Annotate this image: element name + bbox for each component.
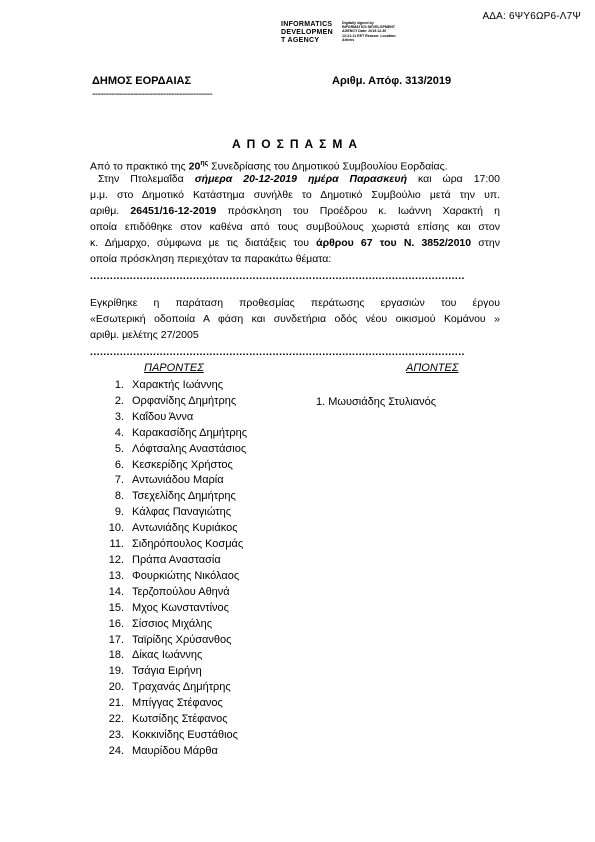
member-name: Καΐδου Άννα: [132, 410, 194, 423]
present-member: [106, 537, 247, 553]
invitation-number: 26451/16-12-2019: [130, 205, 217, 217]
member-number: 5.: [114, 442, 124, 455]
member-name: Ταϊρίδης Χρύσανθος: [132, 633, 232, 646]
absent-member: [316, 396, 436, 408]
member-number: 17.: [108, 633, 124, 646]
member-name: Μχος Κωνσταντίνος: [132, 601, 229, 614]
subject-line-3: αριθμ. μελέτης 27/2005: [90, 329, 199, 341]
present-member: [106, 648, 247, 664]
document-title: ΑΠΟΣΠΑΣΜΑ: [231, 137, 364, 151]
member-number: 23.: [108, 728, 124, 741]
member-name: Καρακασίδης Δημήτρης: [132, 426, 248, 439]
member-name: Κοκκινίδης Ευστάθιος: [132, 728, 238, 741]
present-member: [106, 712, 247, 728]
member-number: 20.: [108, 681, 124, 694]
member-number: 14.: [108, 585, 124, 598]
member-number: 22.: [108, 713, 124, 726]
present-member: [106, 728, 247, 744]
present-member: [106, 473, 247, 489]
member-name: Τσάγια Ειρήνη: [132, 665, 202, 678]
present-member: [106, 378, 247, 394]
member-number: 7.: [114, 474, 124, 487]
law-reference: άρθρου 67 του Ν. 3852/2010: [316, 237, 472, 249]
present-member: [106, 601, 247, 617]
member-name: Σίσσιος Μιχάλης: [132, 617, 213, 630]
municipality-name: ΔΗΜΟΣ ΕΟΡΔΑΙΑΣ: [92, 75, 192, 87]
member-number: 2.: [114, 394, 124, 407]
dotted-separator-1: .................................................................................................................: [90, 270, 465, 282]
decision-number: Αριθμ. Απόφ. 313/2019: [332, 75, 452, 87]
member-number: 3.: [114, 410, 124, 423]
member-name: Ορφανίδης Δημήτρης: [132, 394, 237, 407]
member-name: Τερζοπούλου Αθηνά: [132, 585, 230, 598]
intro-line-4: αριθμ. 26451/16-12-2019 πρόσκληση του Προέδρου κ. Ιωάννη Χαρακτή η: [90, 205, 500, 217]
member-name: Τραχανάς Δημήτρης: [132, 681, 231, 694]
present-member: [106, 394, 247, 410]
present-member: [106, 505, 247, 521]
present-member: [106, 553, 247, 569]
present-heading: ΠΑΡΟΝΤΕΣ: [144, 362, 204, 374]
present-member: [106, 664, 247, 680]
present-member: [106, 585, 247, 601]
member-number: 11.: [109, 538, 124, 551]
member-name: Μωυσιάδης Στυλιανός: [328, 396, 437, 408]
present-members-list: [106, 378, 247, 760]
subject-line-2: «Εσωτερική οδοποιία Α φάση και συνδετήρια οδός νέου οικισμού Κομάνου »: [90, 313, 500, 325]
member-number: 15.: [108, 601, 124, 614]
header-underline: --------------------------------------------: [92, 89, 213, 100]
intro-line-1: Από το πρακτικό της $20^{\eta\varsigma}$ Συνεδρίασης του Δημοτικού Συμβουλίου Εορδαίας.: [90, 160, 448, 173]
present-member: [106, 696, 247, 712]
member-name: Λόφτσαλης Αναστάσιος: [132, 442, 247, 455]
intro-line-7: οποία πρόσκληση περιεχόταν τα παρακάτω θέματα:: [90, 253, 332, 265]
member-number: 4.: [114, 426, 124, 439]
member-number: 13.: [108, 569, 124, 582]
member-number: 8.: [114, 490, 124, 503]
member-number: 21.: [108, 697, 124, 710]
absent-members-list: [316, 396, 436, 408]
stamp-line-3: T AGENCY: [281, 37, 320, 44]
member-number: 16.: [108, 617, 124, 630]
digital-signature-stamp: [281, 21, 333, 45]
member-name: Σιδηρόπουλος Κοσμάς: [132, 538, 244, 551]
member-number: 1.: [114, 379, 124, 391]
member-name: Κεσκερίδης Χρήστος: [132, 458, 233, 471]
member-name: Μαυρίδου Μάρθα: [132, 744, 218, 757]
member-number: 24.: [108, 744, 124, 757]
subject-line-1: Εγκρίθηκε η παράταση προθεσμίας περάτωσης εργασιών του έργου: [90, 297, 500, 309]
member-number: 9.: [114, 506, 124, 519]
dotted-separator-2: .................................................................................................................: [90, 346, 465, 358]
member-name: Κωτσίδης Στέφανος: [132, 713, 228, 726]
present-member: [106, 633, 247, 649]
member-name: Αντωνιάδου Μαρία: [132, 474, 224, 487]
stamp-signature-details: Digitally signed by INFORMATICS DEVELOPMENT AGENCY Date: 2019.12.30 12:21:11 EET Reason: Location: Athens: [342, 21, 397, 42]
session-number: 20: [188, 160, 201, 173]
present-member: [106, 680, 247, 696]
member-name: Δίκας Ιωάννης: [132, 649, 203, 662]
present-member: [106, 617, 247, 633]
stamp-line-2: DEVELOPMEN: [281, 29, 334, 36]
member-number: 19.: [108, 665, 124, 678]
present-member: [106, 442, 247, 458]
stamp-line-1: INFORMATICS: [281, 21, 333, 28]
member-name: Μπίγγας Στέφανος: [132, 697, 223, 710]
member-number: 1.: [316, 396, 326, 408]
member-number: 6.: [114, 458, 124, 471]
intro-line-6: κ. Δήμαρχο, σύμφωνα με τις διατάξεις του άρθρου 67 του Ν. 3852/2010 στην: [90, 237, 500, 249]
member-number: 10.: [108, 522, 124, 535]
intro-line-3: μ.μ. στο Δημοτικό Κατάστημα συνήλθε το Δημοτικό Συμβούλιο μετά την υπ.: [90, 189, 500, 201]
present-member: [106, 744, 247, 760]
member-name: Χαρακτής Ιωάννης: [132, 379, 224, 391]
present-member: [106, 410, 247, 426]
member-name: Φουρκιώτης Νικόλαος: [132, 569, 240, 582]
present-member: [106, 489, 247, 505]
member-name: Τσεχελίδης Δημήτρης: [132, 490, 236, 503]
member-name: Κάλφας Παναγιώτης: [132, 506, 232, 519]
present-member: [106, 569, 247, 585]
member-number: 12.: [108, 553, 124, 566]
present-member: [106, 426, 247, 442]
member-name: Αντωνιάδης Κυριάκος: [132, 522, 238, 535]
present-member: [106, 521, 247, 537]
ada-code: ΑΔΑ: 6ΨΥ6ΩΡ6-Λ7Ψ: [482, 11, 581, 22]
absent-heading: ΑΠΟΝΤΕΣ: [406, 362, 459, 374]
meeting-date: σήμερα 20-12-2019 ημέρα Παρασκευή: [194, 173, 408, 185]
member-name: Πράπα Αναστασία: [132, 553, 221, 566]
intro-line-2: Στην Πτολεμαΐδα σήμερα 20-12-2019 ημέρα Παρασκευή και ώρα 17:00: [98, 173, 500, 185]
member-number: 18.: [108, 649, 124, 662]
intro-line-5: οποία επιδόθηκε στον καθένα από τους συμβούλους χωριστά επίσης και στον: [90, 221, 500, 233]
present-member: [106, 458, 247, 474]
